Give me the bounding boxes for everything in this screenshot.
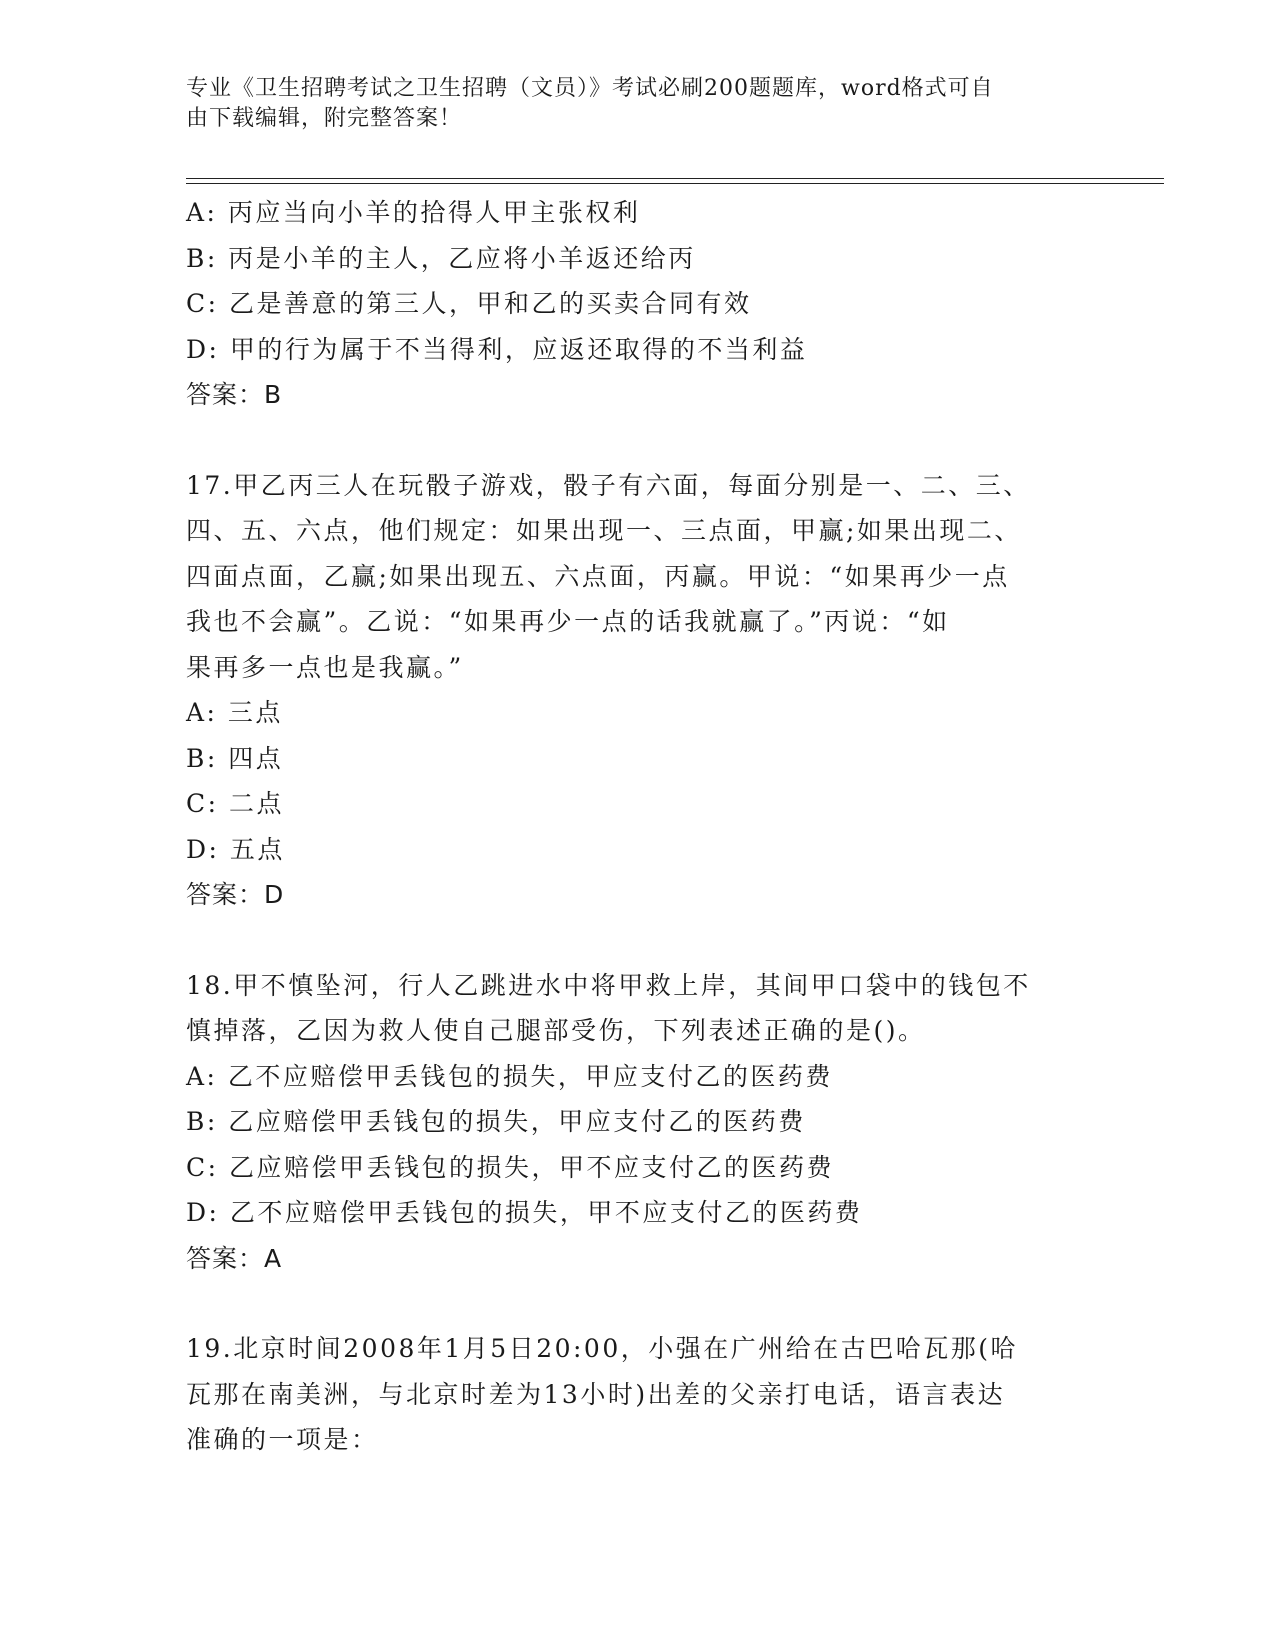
question-text-line: 我也不会赢”。乙说：“如果再少一点的话我就赢了。”丙说：“如 [186, 607, 950, 636]
option-d: D: 甲的行为属于不当得利，应返还取得的不当利益 [186, 334, 808, 364]
header-divider-bottom [186, 183, 1164, 184]
option-d: D: 乙不应赔偿甲丢钱包的损失，甲不应支付乙的医药费 [186, 1198, 863, 1227]
option-b: B: 乙应赔偿甲丢钱包的损失，甲应支付乙的医药费 [186, 1107, 806, 1136]
question-content [186, 190, 1086, 1463]
question-text-line: 准确的一项是： [186, 1425, 379, 1454]
answer-label: 答案：B [186, 380, 283, 409]
document-header [186, 74, 1086, 134]
option-c: C: 二点 [186, 789, 284, 818]
option-b: B: 丙是小羊的主人，乙应将小羊返还给丙 [186, 243, 696, 273]
question-16 [186, 190, 1086, 418]
question-text-line: 四面点面，乙赢;如果出现五、六点面，丙赢。甲说：“如果再少一点 [186, 561, 1010, 591]
option-a: A: 丙应当向小羊的拾得人甲主张权利 [186, 198, 641, 227]
question-text-line: 四、五、六点，他们规定：如果出现一、三点面，甲赢;如果出现二、 [186, 516, 1022, 545]
question-19 [186, 1326, 1086, 1463]
question-18 [186, 963, 1086, 1282]
question-text-line: 17.甲乙丙三人在玩骰子游戏，骰子有六面，每面分别是一、二、三、 [186, 470, 1031, 500]
question-text-line: 瓦那在南美洲，与北京时差为13小时)出差的父亲打电话，语言表达 [186, 1379, 1006, 1409]
answer-label: 答案：D [186, 880, 285, 909]
option-c: C: 乙是善意的第三人，甲和乙的买卖合同有效 [186, 289, 752, 318]
option-c: C: 乙应赔偿甲丢钱包的损失，甲不应支付乙的医药费 [186, 1152, 835, 1182]
option-a: A: 三点 [186, 698, 283, 727]
question-text-line: 果再多一点也是我赢。” [186, 652, 464, 682]
option-a: A: 乙不应赔偿甲丢钱包的损失，甲应支付乙的医药费 [186, 1061, 833, 1091]
header-line-2: 由下载编辑，附完整答案！ [186, 106, 463, 131]
question-text-line: 18.甲不慎坠河，行人乙跳进水中将甲救上岸，其间甲口袋中的钱包不 [186, 970, 1031, 1000]
question-text-line: 慎掉落，乙因为救人使自己腿部受伤，下列表述正确的是()。 [186, 1016, 926, 1045]
option-d: D: 五点 [186, 834, 285, 864]
question-17 [186, 463, 1086, 918]
question-text-line: 19.北京时间2008年1月5日20:00，小强在广州给在古巴哈瓦那(哈 [186, 1334, 1018, 1363]
option-b: B: 四点 [186, 743, 284, 773]
answer-label: 答案：A [186, 1243, 283, 1273]
header-divider-top [186, 178, 1164, 179]
header-line-1: 专业《卫生招聘考试之卫生招聘（文员）》考试必刷200题题库，word格式可自 [186, 76, 994, 101]
